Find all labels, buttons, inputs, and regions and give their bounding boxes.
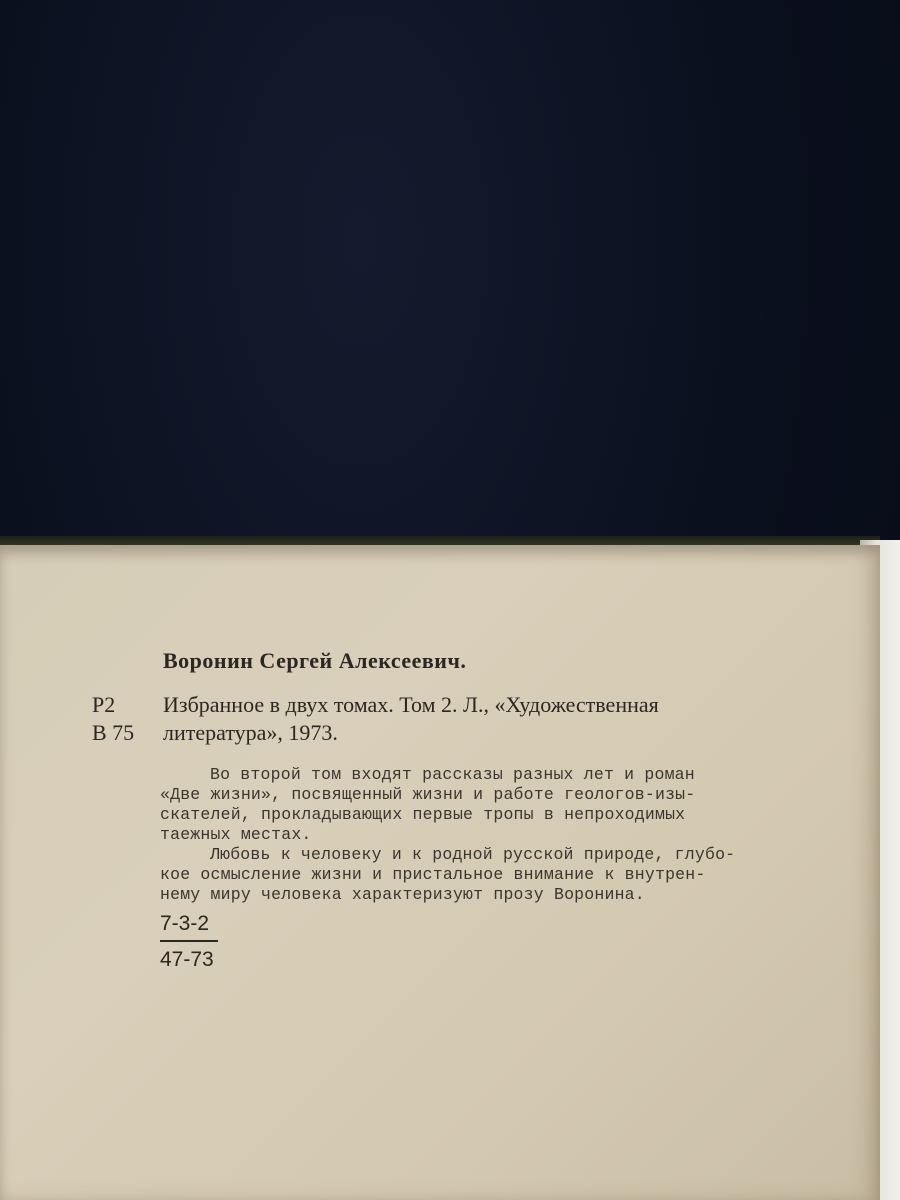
author-sign: В 75 [92,720,135,745]
annotation-line: нему миру человека характеризуют прозу Воронина. [160,885,645,904]
annotation-line: «Две жизни», посвященный жизни и работе геологов-изы- [160,785,696,804]
annotation-line: таежных местах. [160,825,312,844]
annotation-line: кое осмысление жизни и пристальное внимание к внутрен- [160,865,706,884]
title-line-2: литература», 1973. [163,720,338,745]
fraction-denominator: 47-73 [160,948,214,971]
classification-code: Р2 [92,692,116,717]
fraction-divider [160,940,218,942]
annotation-line: Любовь к человеку и к родной русской природе, глубо- [210,845,736,864]
author-name: Воронин Сергей Алексеевич. [163,648,467,673]
annotation-line: Во второй том входят рассказы разных лет и роман [210,765,695,784]
fraction-numerator: 7-3-2 [160,912,210,935]
annotation-line: скателей, прокладывающих первые тропы в непроходимых [160,805,686,824]
publisher-code-fraction [160,912,220,972]
title-line-1: Избранное в двух томах. Том 2. Л., «Художественная [163,692,659,717]
